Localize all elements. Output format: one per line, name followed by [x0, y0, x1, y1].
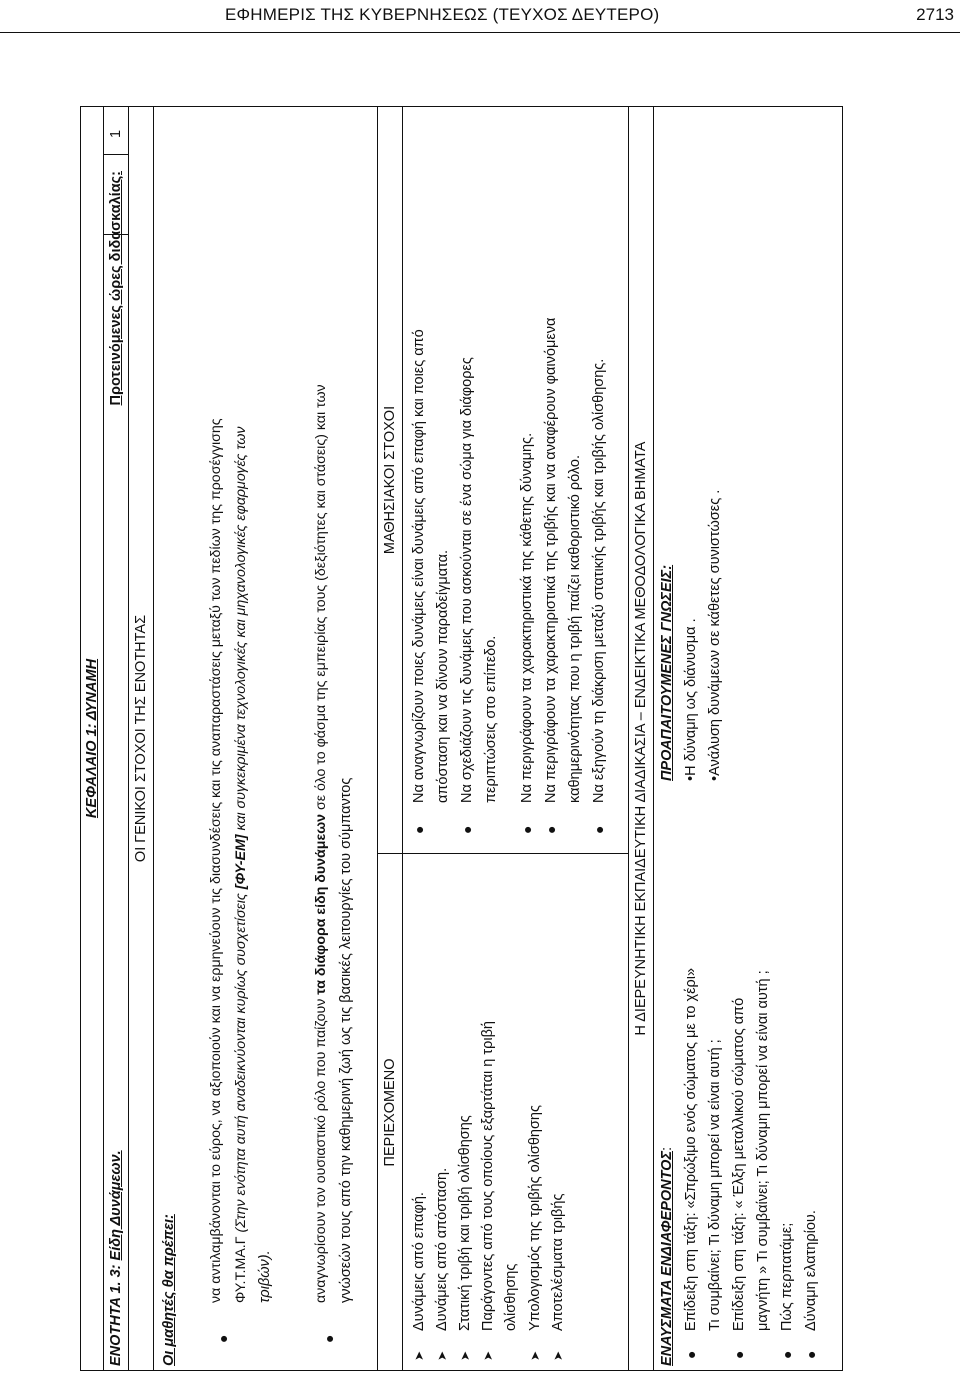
goal1-paren-start: (Στην ενότητα αυτή αναδεικνύονται κυρίως συσχετίσεις	[233, 889, 249, 1233]
goal1-line3: τριβών).	[257, 1250, 273, 1303]
learning-goal-line: περιπτώσεις στο επίπεδο.	[483, 635, 499, 803]
goal1-relation: [ΦΥ-ΕΜ]	[233, 834, 249, 890]
learning-goals-heading: ΜΑΘΗΣΙΑΚΟΙ ΣΤΟΧΟΙ	[382, 405, 398, 555]
page-header	[0, 0, 960, 33]
goal1-applications: και συγκεκριμένα τεχνολογικές και μηχανολογικές εφαρμογές των	[233, 426, 249, 835]
goal2-text-start: αναγνωρίσουν τον ουσιαστικό ρόλο που παίζουν	[313, 994, 329, 1303]
arrow-icon: ➤	[481, 1350, 495, 1361]
goal2-bullet-icon: ●	[321, 1334, 337, 1343]
chapter-title: ΚΕΦΑΛΑΙΟ 1: ΔΥΝΑΜΗ	[84, 658, 100, 819]
content-item: Αποτελέσματα τριβής	[550, 1193, 566, 1331]
learning-goal-line: απόσταση και να δίνουν παραδείγματα.	[435, 549, 451, 803]
triggers-colon: :	[659, 1146, 675, 1151]
unit-label: ΕΝΟΤΗΤΑ 1. 3:	[108, 1260, 124, 1366]
page-number: 2713	[916, 5, 954, 24]
content-item: Στατική τριβή και τριβή ολίσθησης	[457, 1115, 473, 1331]
goal2-line2: γνώσεών τους από την καθημερινή ζωή ως τις βασικές λειτουργίες του σύμπαντος	[338, 777, 354, 1303]
goal1-bullet-icon: ●	[215, 1334, 231, 1343]
rotated-table	[80, 106, 843, 1371]
learning-goal-line: Να περιγράφουν τα χαρακτηριστικά της τριβής και να αναφέρουν φαινόμενα	[543, 317, 559, 803]
bullet-icon: ●	[731, 1350, 747, 1359]
triggers-heading	[658, 1147, 676, 1366]
goal1-line2	[232, 427, 250, 1304]
content-item: Παράγοντες από τους οποίους εξαρτάται η τριβή	[480, 1021, 496, 1331]
trigger-line: Πώς περπατάμε;	[779, 1222, 795, 1331]
content-item: Δυνάμεις από απόσταση.	[434, 1167, 450, 1331]
trigger-line: Επίδειξη στη τάξη: « Έλξη μεταλλικού σώματος από	[731, 997, 747, 1331]
learning-goal-line: Να περιγράφουν τα χαρακτηριστικά της κάθετης δύναμης.	[519, 432, 535, 803]
gazette-title: ΕΦΗΜΕΡΙΣ ΤΗΣ ΚΥΒΕΡΝΗΣΕΩΣ (ΤΕΥΧΟΣ ΔΕΥΤΕΡΟ)	[225, 5, 660, 24]
bullet-icon: ●	[803, 1350, 819, 1359]
learning-goal-line: Να σχεδιάζουν τις δυνάμεις που ασκούνται σε ένα σώμα για διάφορες	[459, 357, 475, 803]
prerequisite-item: •Ανάλυση δυνάμεων σε κάθετες συνιστώσες .	[707, 489, 723, 781]
arrow-icon: ➤	[551, 1350, 565, 1361]
trigger-line: Επίδειξη στη τάξη: «Σπρώξιμο ενός σώματος με το χέρι»	[683, 967, 699, 1331]
general-goals-heading: ΟΙ ΓΕΝΙΚΟΙ ΣΤΟΧΟΙ ΤΗΣ ΕΝΟΤΗΤΑΣ	[133, 614, 149, 863]
divider-columns	[377, 853, 628, 854]
learning-goal-line: Να αναγνωρίζουν ποιες δυνάμεις είναι δυνάμεις από επαφή και ποιες από	[411, 329, 427, 803]
content-item-continued: ολίσθησης	[503, 1263, 519, 1331]
content-heading: ΠΕΡΙΕΧΟΜΕΝΟ	[382, 1058, 398, 1167]
prerequisite-item: •Η δύναμη ως διάνυσμα .	[683, 618, 699, 781]
goal2-emphasis: τα διάφορα είδη δυνάμεων	[313, 813, 329, 995]
arrow-icon: ➤	[528, 1350, 542, 1361]
content-item: Δυνάμεις από επαφή.	[411, 1192, 427, 1331]
rule-method-heading	[653, 106, 654, 1371]
bullet-icon: ●	[519, 825, 535, 834]
hours-label: Προτεινόμενες ώρες διδασκαλίας:	[108, 171, 124, 406]
arrow-icon: ➤	[435, 1350, 449, 1361]
unit-name: Είδη Δυνάμεων.	[108, 1150, 124, 1261]
rule-columns-heading	[402, 106, 403, 1371]
goal1-line1: να αντιλαμβάνονται το εύρος, να αξιοποιούν και να ερμηνεύουν τις διασυνδέσεις και τις αναπαραστάσεις μεταξύ των πεδίων της προσέγγισης	[208, 418, 224, 1303]
goals-intro: Οι μαθητές θα πρέπει:	[161, 1214, 177, 1366]
hours-value: 1	[108, 129, 124, 138]
bullet-icon: ●	[779, 1350, 795, 1359]
arrow-icon: ➤	[458, 1350, 472, 1361]
learning-goal-line: Να εξηγούν τη διάκριση μεταξύ στατικής τριβής και τριβής ολίσθησης.	[591, 358, 607, 803]
methodology-heading: Η ΔΙΕΡΕΥΝΗΤΙΚΗ ΕΚΠΑΙΔΕΥΤΙΚΗ ΔΙΑΔΙΚΑΣΙΑ – ΕΝΔΕΙΚΤΙΚΑ ΜΕΘΟΔΟΛΟΓΙΚΑ ΒΗΜΑΤΑ	[633, 441, 649, 1036]
bullet-icon: ●	[683, 1350, 699, 1359]
unit-title	[107, 1150, 125, 1366]
rule-columns-end	[628, 106, 629, 1371]
content-item: Υπολογισμός της τριβής ολίσθησης	[527, 1105, 543, 1331]
triggers-title: ΕΝΑΥΣΜΑΤΑ ΕΝΔΙΑΦΕΡΟΝΤΟΣ	[659, 1150, 675, 1366]
learning-goal-line: καθημερινότητας που η τριβή παίζει καθοριστικό ρόλο.	[567, 454, 583, 803]
bullet-icon: ●	[411, 825, 427, 834]
rule-unit	[128, 106, 129, 1371]
rule-goals-end	[377, 106, 378, 1371]
divider-hours-right	[103, 154, 128, 155]
arrow-icon: ➤	[412, 1350, 426, 1361]
trigger-line: μαγνήτη » Τι συμβαίνει; Τι δύναμη μπορεί να είναι αυτή ;	[755, 970, 771, 1331]
goal2-line1	[312, 384, 330, 1303]
rule-goals-heading	[153, 106, 154, 1371]
goal1-code: ΦΥ.Τ.ΜΑ.Γ	[233, 1232, 249, 1303]
bullet-icon: ●	[459, 825, 475, 834]
prerequisites-heading: ΠΡΟΑΠΑΙΤΟΥΜΕΝΕΣ ΓΝΩΣΕΙΣ:	[659, 564, 675, 781]
rule-chapter	[103, 106, 104, 1371]
bullet-icon: ●	[543, 825, 559, 834]
bullet-icon: ●	[591, 825, 607, 834]
trigger-line: Τι συμβαίνει; Τι δύναμη μπορεί να είναι αυτή ;	[707, 1039, 723, 1331]
trigger-line: Δύναμη ελατηρίου.	[803, 1210, 819, 1331]
goal2-text-end: σε όλο το φάσμα της εμπειρίας τους (δεξιότητες και στάσεις) και των	[313, 384, 329, 814]
